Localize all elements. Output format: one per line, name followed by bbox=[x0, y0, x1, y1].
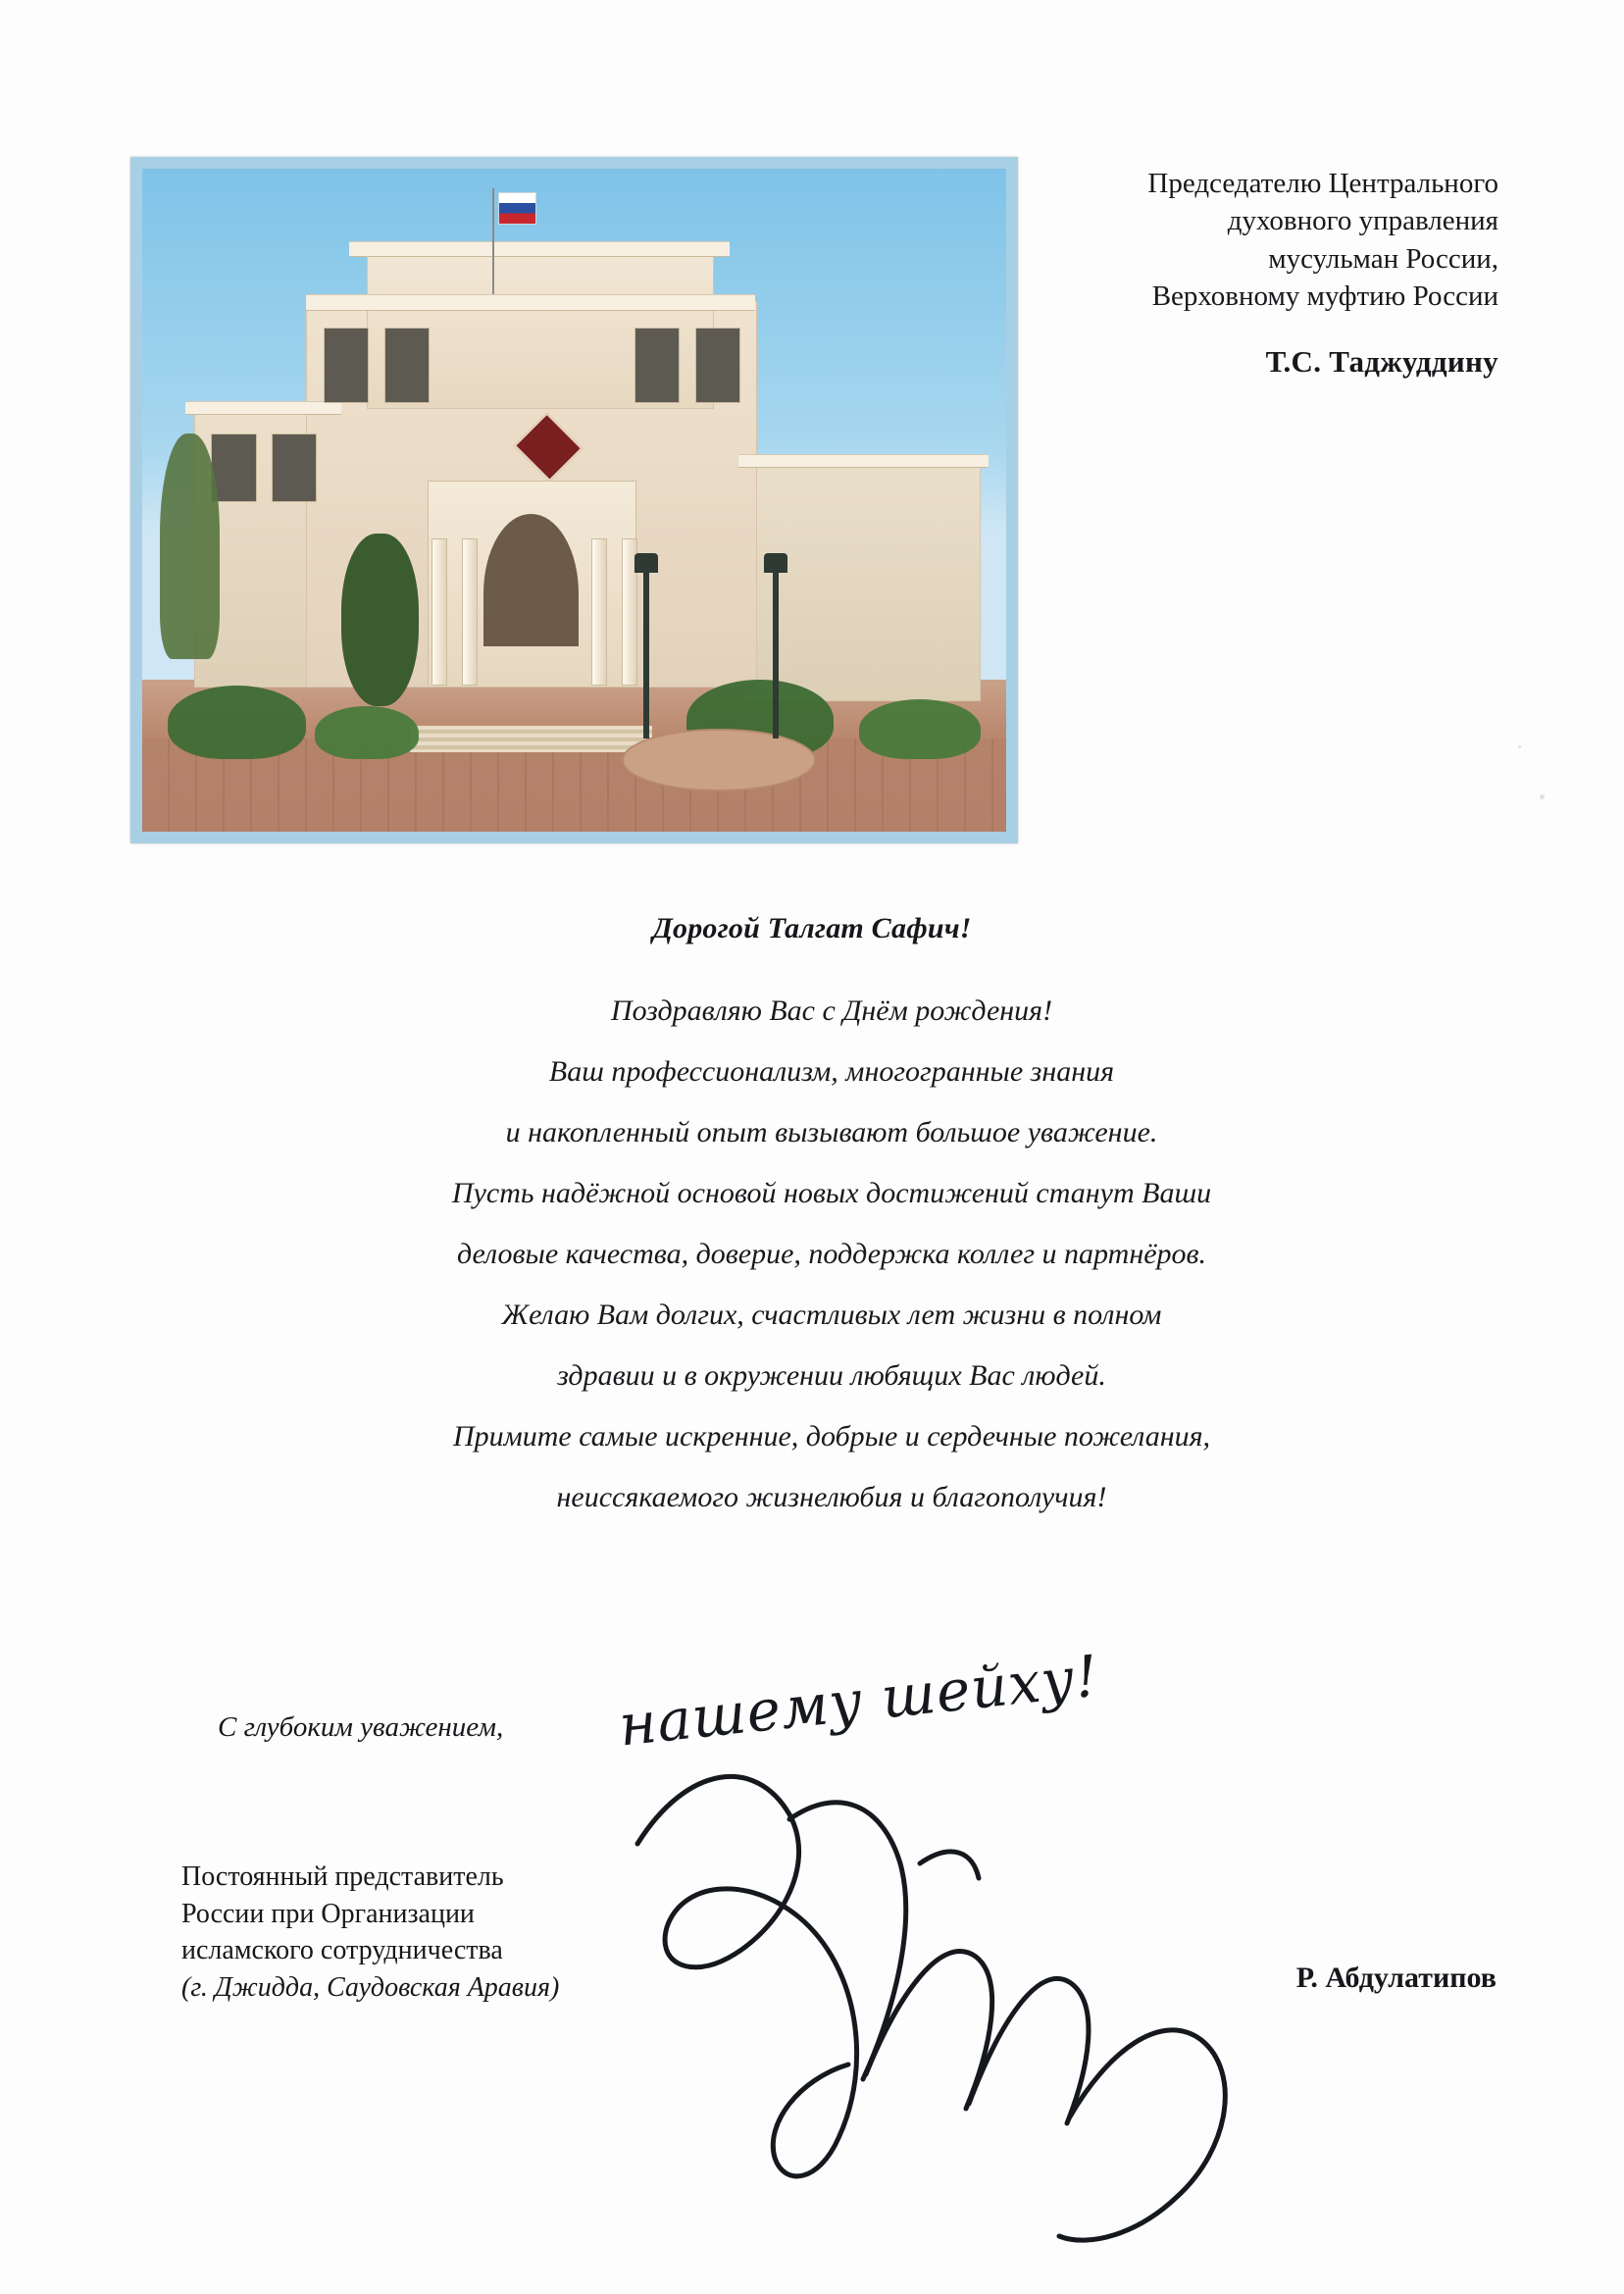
scan-speck bbox=[1540, 794, 1545, 799]
building-right-wing bbox=[745, 460, 981, 700]
shrub bbox=[168, 686, 306, 758]
entrance-steps bbox=[410, 726, 652, 752]
letter-line: деловые качества, доверие, поддержка коллег и партнёров. bbox=[456, 1238, 1207, 1270]
header-photo bbox=[130, 157, 1018, 843]
window bbox=[695, 328, 740, 402]
addressee-line-1: Председателю Центрального bbox=[1147, 168, 1498, 199]
scan-speck bbox=[1518, 745, 1521, 748]
signer-role bbox=[181, 1859, 672, 2006]
window bbox=[634, 328, 680, 402]
letter-line: Желаю Вам долгих, счастливых лет жизни в полном bbox=[501, 1299, 1162, 1331]
column bbox=[591, 538, 607, 687]
window bbox=[384, 328, 430, 402]
cornice bbox=[349, 241, 730, 257]
window bbox=[211, 433, 256, 502]
letter-line: Поздравляю Вас с Днём рождения! bbox=[610, 994, 1053, 1027]
signer-role-line-2: России при Организации bbox=[181, 1898, 475, 1929]
letter-greeting: Дорогой Талгат Сафич! bbox=[652, 912, 972, 944]
signer-role-city: (г. Джидда, Саудовская Аравия) bbox=[181, 1971, 560, 2003]
signer-role-line-1: Постоянный представитель bbox=[181, 1861, 504, 1892]
window bbox=[272, 433, 317, 502]
cornice bbox=[738, 454, 989, 468]
letter-line: Ваш профессионализм, многогранные знания bbox=[548, 1055, 1115, 1088]
window bbox=[324, 328, 369, 402]
addressee-line-2: духовного управления bbox=[1227, 205, 1498, 237]
addressee-line-4: Верховному муфтию России bbox=[1151, 280, 1498, 312]
letter-line: неиссякаемого жизнелюбия и благополучия! bbox=[556, 1481, 1107, 1513]
signer-name: Р. Абдулатипов bbox=[1295, 1962, 1497, 1994]
signer-role-line-3: исламского сотрудничества bbox=[181, 1935, 503, 1966]
cornice bbox=[306, 294, 755, 311]
letter-line: Примите самые искренние, добрые и сердечные пожелания, bbox=[452, 1420, 1211, 1453]
signature bbox=[628, 1726, 1255, 2275]
handwritten-note: нашему шейху! bbox=[615, 1642, 1102, 1759]
addressee-line-3: мусульман России, bbox=[1268, 242, 1498, 275]
closing-phrase: С глубоким уважением, bbox=[218, 1711, 504, 1743]
letter-body bbox=[177, 981, 1487, 1528]
photo-image bbox=[142, 169, 1006, 832]
column bbox=[462, 538, 478, 687]
flagpole bbox=[492, 188, 494, 294]
shrub bbox=[859, 699, 980, 759]
addressee-block bbox=[989, 165, 1498, 382]
letter-line: Пусть надёжной основой новых достижений станут Ваши bbox=[451, 1177, 1212, 1209]
street-lamp bbox=[773, 567, 779, 739]
russian-flag-icon bbox=[498, 192, 536, 225]
cornice bbox=[185, 401, 341, 415]
palm-tree bbox=[160, 433, 221, 659]
addressee-name: Т.С. Таджуддину bbox=[1265, 344, 1498, 380]
fountain bbox=[622, 729, 816, 792]
tree bbox=[341, 534, 419, 706]
letter-line: здравии и в окружении любящих Вас людей. bbox=[557, 1359, 1106, 1392]
letter-line: и накопленный опыт вызывают большое уважение. bbox=[505, 1116, 1158, 1148]
column bbox=[431, 538, 447, 687]
street-lamp bbox=[643, 567, 649, 739]
shrub bbox=[315, 706, 419, 759]
